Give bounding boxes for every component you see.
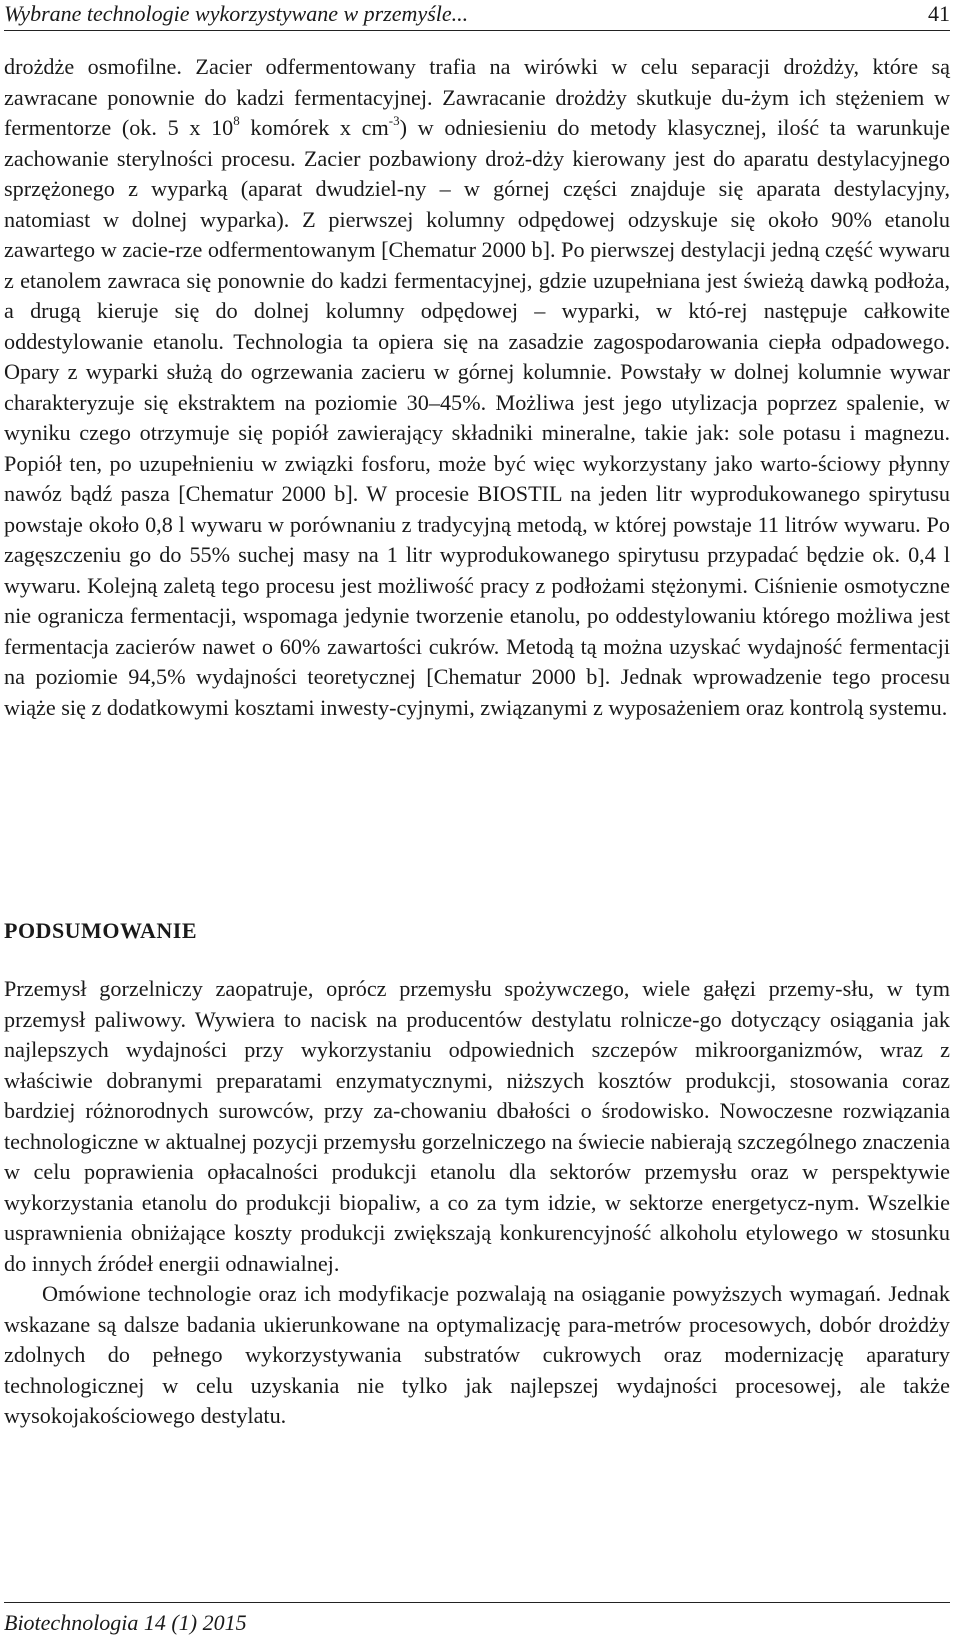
exponent-8: 8 <box>233 112 240 128</box>
page-number: 41 <box>928 1 950 26</box>
summary-paragraph-1: Przemysł gorzelniczy zaopatruje, oprócz przemysłu spożywczego, wiele gałęzi przemy-słu, w tym przemysł paliwowy. Wywiera to nacisk na producentów destylatu rolnicze-go dotyczący osiągania jak najlepszych wydajności przy wykorzystaniu odpowiednich szczepów mikroorganizmów, wraz z właściwie dobranymi preparatami enzymatycznymi, niższych kosztów produkcji, stosowania coraz bardziej różnorodnych surowców, przy za-chowaniu dbałości o środowisko. Nowoczesne rozwiązania technologiczne w aktualnej pozycji przemysłu gorzelniczego na świecie nabierają szczególnego znaczenia w celu poprawienia opłacalności produkcji etanolu dla sektorów przemysłu oraz w perspektywie wykorzystania etanolu do produkcji biopaliw, a co za tym idzie, w sektorze energetycz-nym. Wszelkie usprawnienia obniżające koszty produkcji zwiększają konkurencyjność alkoholu etylowego w stosunku do innych źródeł energii odnawialnej. <box>4 976 950 1276</box>
paragraph-text-part-a: drożdże osmofilne. Zacier odfermentowany trafia na wirówki w celu separacji drożdży, które są zawracane ponownie do kadzi fermentacyjnej. Zawracanie drożdży skutkuje du-żym ich stężeniem w fermentorze (ok. 5 x 10 <box>4 54 950 140</box>
summary-paragraph-2: Omówione technologie oraz ich modyfikacje pozwalają na osiąganie powyższych wymagań. Jednak wskazane są dalsze badania ukierunkowane na optymalizację para-metrów procesowych, dobór drożdży zdolnych do pełnego wykorzystywania substratów cukrowych oraz modernizację aparatury technologicznej w celu uzyskania nie tylko jak najlepszej wydajności procesowej, ale także wysokojakościowego destylatu. <box>4 1281 950 1428</box>
body-paragraph-continued <box>4 52 950 723</box>
section-heading: PODSUMOWANIE <box>4 918 198 943</box>
exponent-minus-3: -3 <box>388 112 400 128</box>
journal-citation: Biotechnologia 14 (1) 2015 <box>4 1610 247 1635</box>
running-header <box>4 0 950 31</box>
paragraph-text-part-b: komórek x cm <box>239 115 389 140</box>
paragraph-text-part-c: ) w odniesieniu do metody klasycznej, ilość ta warunkuje zachowanie sterylności procesu. Zacier pozbawiony droż-dży kierowany jest do aparatu destylacyjnego sprzężonego z wyparką (aparat dwudziel-ny – w górnej części znajduje się aparata destylacyjny, natomiast w dolnej wyparka). Z pierwszej kolumny odpędowej odzyskuje się około 90% etanolu zawartego w zacie-rze odfermentowanym [Chematur 2000 b]. Po pierwszej destylacji jedną część wywaru z etanolem zawraca się ponownie do kadzi fermentacyjnej, gdzie uzupełniana jest świeżą dawką podłoża, a drugą kieruje się do dolnej kolumny odpędowej – wyparki, w któ-rej następuje całkowite oddestylowanie etanolu. Technologia ta opiera się na zasadzie zagospodarowania ciepła odpadowego. Opary z wyparki służą do ogrzewania zacieru w górnej kolumnie. Powstały w dolnej kolumnie wywar charakteryzuje się ekstraktem na poziomie 30–45%. Możliwa jest jego utylizacja poprzez spalenie, w wyniku czego otrzymuje się popiół zawierający składniki mineralne, takie jak: sole potasu i magnezu. Popiół ten, po uzupełnieniu w związki fosforu, może być więc wykorzystany jako warto-ściowy płynny nawóz bądź pasza [Chematur 2000 b]. W procesie BIOSTIL na jeden litr wyprodukowanego spirytusu powstaje około 0,8 l wywaru w porównaniu z tradycyjną metodą, w której powstaje 11 litrów wywaru. Po zagęszczeniu go do 55% suchej masy na 1 litr wyprodukowanego spirytusu przypadać będzie ok. 0,4 l wywaru. Kolejną zaletą tego procesu jest możliwość pracy z podłożami stężonymi. Ciśnienie osmotyczne nie ogranicza fermentacji, wspomaga jedynie tworzenie etanolu, po oddestylowaniu którego możliwa jest fermentacja zacierów nawet o 60% zawartości cukrów. Metodą tą można uzyskać wydajność fermentacji na poziomie 94,5% wydajności teoretycznej [Chematur 2000 b]. Jednak wprowadzenie tego procesu wiąże się z dodatkowymi kosztami inwesty-cyjnymi, związanymi z wyposażeniem oraz kontrolą systemu. <box>4 115 950 720</box>
summary-section <box>4 974 950 1432</box>
running-footer <box>4 1602 950 1638</box>
running-title: Wybrane technologie wykorzystywane w przemyśle... <box>4 1 469 26</box>
